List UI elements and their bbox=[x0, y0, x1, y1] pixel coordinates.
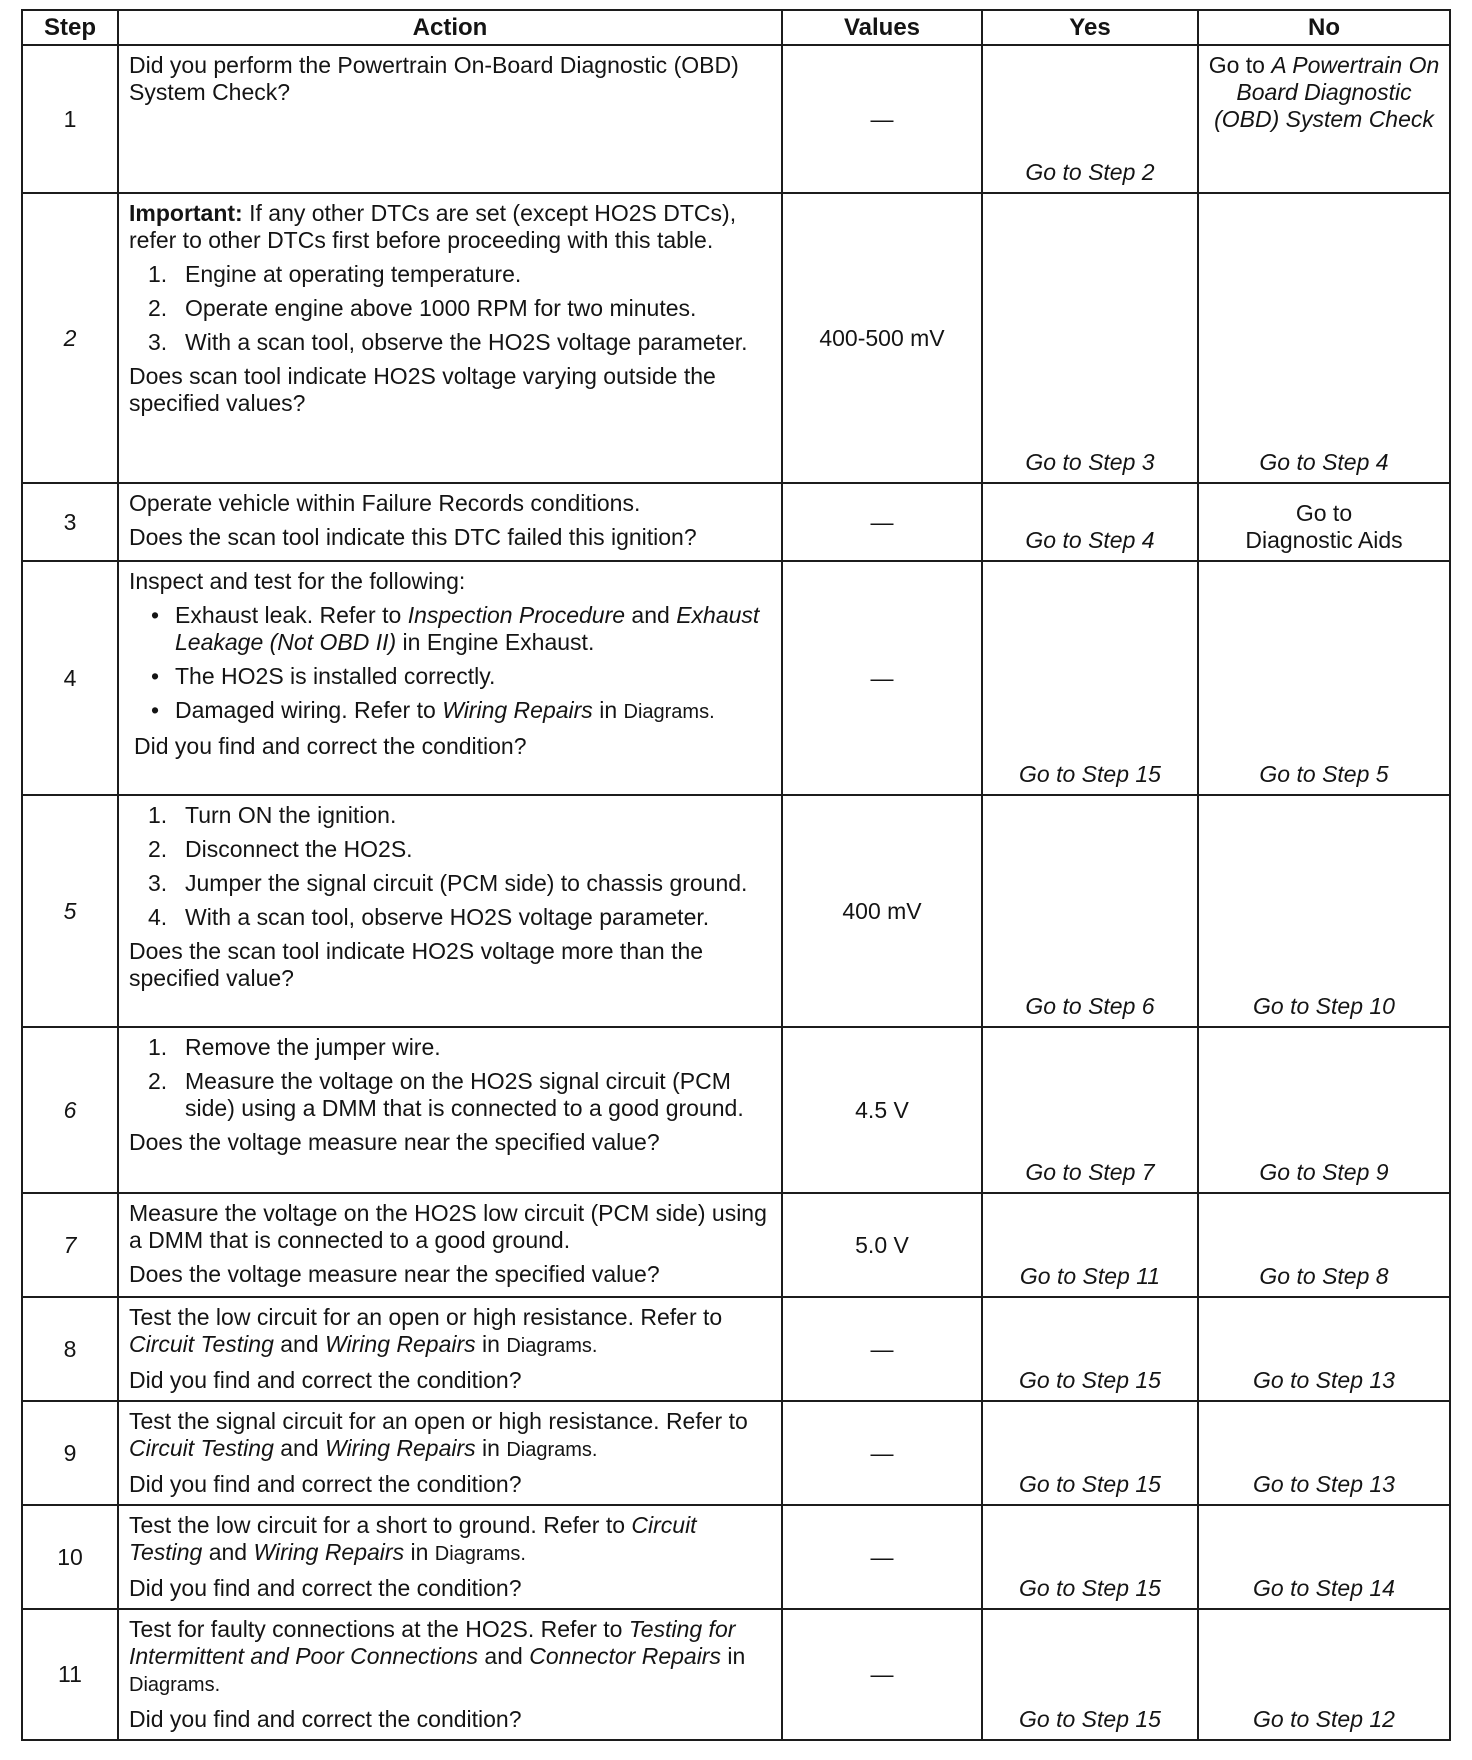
list-item bbox=[129, 870, 773, 897]
value-cell: — bbox=[782, 1505, 982, 1609]
yes-cell: Go to Step 4 bbox=[982, 483, 1198, 561]
action-text: Inspect and test for the following: bbox=[129, 568, 466, 594]
important-note bbox=[129, 200, 773, 254]
action-text-part: Test for faulty connections at the HO2S. Refer to bbox=[129, 1616, 629, 1642]
step-number: 11 bbox=[22, 1609, 118, 1740]
reference-wiring-repairs: Wiring Repairs bbox=[253, 1539, 405, 1565]
table-row bbox=[22, 1027, 1450, 1193]
list-item bbox=[129, 261, 773, 288]
no-cell bbox=[1198, 45, 1450, 193]
reference-intermittent-connections: Testing for Intermittent and Poor Connections bbox=[129, 1616, 736, 1669]
bullet-icon: • bbox=[151, 663, 160, 689]
item-text: Jumper the signal circuit (PCM side) to chassis ground. bbox=[185, 870, 748, 896]
diagnostic-table bbox=[21, 9, 1451, 1741]
yes-cell: Go to Step 15 bbox=[982, 1401, 1198, 1505]
action-text-part: in bbox=[475, 1331, 507, 1357]
step-number: 1 bbox=[22, 45, 118, 193]
question-text: Did you find and correct the condition? bbox=[129, 1575, 522, 1601]
reference-wiring-repairs: Wiring Repairs bbox=[442, 697, 593, 723]
reference-diagrams: Diagrams. bbox=[506, 1439, 598, 1461]
question-text: Does the voltage measure near the specified value? bbox=[129, 1129, 660, 1155]
reference-circuit-testing: Circuit Testing bbox=[129, 1331, 274, 1357]
item-text: With a scan tool, observe HO2S voltage parameter. bbox=[185, 904, 710, 930]
reference-inspection-procedure: Inspection Procedure bbox=[407, 602, 626, 628]
table-row bbox=[22, 1193, 1450, 1297]
action-text-part: in bbox=[475, 1435, 507, 1461]
action-text: Operate vehicle within Failure Records conditions. bbox=[129, 490, 641, 516]
value-cell: — bbox=[782, 1609, 982, 1740]
action-text-part: and bbox=[202, 1539, 254, 1565]
reference-diagrams: Diagrams. bbox=[434, 1543, 526, 1565]
yes-cell: Go to Step 3 bbox=[982, 193, 1198, 483]
item-number: 2. bbox=[148, 1068, 168, 1094]
action-cell bbox=[118, 193, 782, 483]
bullet-text: Exhaust leak. Refer to bbox=[175, 602, 408, 628]
action-cell bbox=[118, 1609, 782, 1740]
list-item bbox=[129, 836, 773, 863]
yes-cell: Go to Step 7 bbox=[982, 1027, 1198, 1193]
action-cell bbox=[118, 1193, 782, 1297]
list-item bbox=[129, 904, 773, 931]
step-number: 2 bbox=[22, 193, 118, 483]
reference-circuit-testing: Circuit Testing bbox=[129, 1512, 697, 1565]
step-number: 6 bbox=[22, 1027, 118, 1193]
reference-exhaust-leakage: Exhaust Leakage (Not OBD II) bbox=[175, 602, 760, 655]
no-cell: Go to Step 8 bbox=[1198, 1193, 1450, 1297]
action-text-part: in bbox=[720, 1643, 746, 1669]
no-cell: Go to Step 10 bbox=[1198, 795, 1450, 1027]
yes-cell: Go to Step 15 bbox=[982, 561, 1198, 795]
item-text: With a scan tool, observe the HO2S voltage parameter. bbox=[185, 329, 748, 355]
action-cell bbox=[118, 1297, 782, 1401]
diagnostic-page bbox=[21, 9, 1449, 1741]
action-cell bbox=[118, 45, 782, 193]
item-number: 3. bbox=[148, 870, 168, 896]
no-link-obd-check: A Powertrain On Board Diagnostic (OBD) System Check bbox=[1214, 52, 1440, 132]
value-cell: — bbox=[782, 45, 982, 193]
step-number: 3 bbox=[22, 483, 118, 561]
value-cell: — bbox=[782, 1401, 982, 1505]
question-text: Does scan tool indicate HO2S voltage varying outside the specified values? bbox=[129, 363, 716, 416]
important-text: If any other DTCs are set (except HO2S DTCs), refer to other DTCs first before proceeding with this table. bbox=[129, 200, 737, 253]
action-text: Measure the voltage on the HO2S low circuit (PCM side) using a DMM that is connected to a good ground. bbox=[129, 1200, 767, 1253]
yes-cell: Go to Step 2 bbox=[982, 45, 1198, 193]
no-cell: Go to Step 14 bbox=[1198, 1505, 1450, 1609]
bullet-text: and bbox=[625, 602, 677, 628]
header-row bbox=[22, 10, 1450, 45]
item-text: Remove the jumper wire. bbox=[185, 1034, 441, 1060]
reference-diagrams: Diagrams. bbox=[506, 1335, 598, 1357]
table-row bbox=[22, 483, 1450, 561]
table-row bbox=[22, 45, 1450, 193]
value-cell: 400 mV bbox=[782, 795, 982, 1027]
reference-diagrams: Diagrams. bbox=[129, 1674, 221, 1696]
value-cell: — bbox=[782, 1297, 982, 1401]
item-number: 1. bbox=[148, 802, 168, 828]
no-cell: Go to Step 9 bbox=[1198, 1027, 1450, 1193]
yes-cell: Go to Step 15 bbox=[982, 1609, 1198, 1740]
action-text bbox=[129, 1616, 773, 1699]
table-row bbox=[22, 795, 1450, 1027]
yes-cell: Go to Step 11 bbox=[982, 1193, 1198, 1297]
list-item bbox=[129, 295, 773, 322]
step-number: 10 bbox=[22, 1505, 118, 1609]
no-cell: Go to Step 5 bbox=[1198, 561, 1450, 795]
header-action: Action bbox=[118, 10, 782, 45]
item-number: 2. bbox=[148, 295, 168, 321]
action-text-part: and bbox=[273, 1331, 326, 1357]
no-cell bbox=[1198, 483, 1450, 561]
no-line: Go to bbox=[1295, 500, 1353, 526]
bullet-item bbox=[129, 663, 773, 690]
action-cell bbox=[118, 483, 782, 561]
bullet-icon: • bbox=[151, 697, 160, 723]
bullet-icon: • bbox=[151, 602, 160, 628]
header-step: Step bbox=[22, 10, 118, 45]
action-text-part: and bbox=[273, 1435, 326, 1461]
action-cell bbox=[118, 561, 782, 795]
item-text: Operate engine above 1000 RPM for two minutes. bbox=[185, 295, 697, 321]
action-text-part: Test the low circuit for a short to ground. Refer to bbox=[129, 1512, 632, 1538]
item-text: Measure the voltage on the HO2S signal circuit (PCM side) using a DMM that is connected to a good ground. bbox=[185, 1068, 744, 1121]
question-text: Did you find and correct the condition? bbox=[129, 1471, 522, 1497]
action-cell bbox=[118, 1505, 782, 1609]
question-text: Does the scan tool indicate this DTC failed this ignition? bbox=[129, 524, 697, 550]
question-text: Did you find and correct the condition? bbox=[134, 733, 527, 759]
bullet-text: in Engine Exhaust. bbox=[396, 629, 595, 655]
reference-wiring-repairs: Wiring Repairs bbox=[325, 1331, 476, 1357]
step-number: 8 bbox=[22, 1297, 118, 1401]
action-text-part: Test the signal circuit for an open or high resistance. Refer to bbox=[129, 1408, 748, 1434]
table-row bbox=[22, 1505, 1450, 1609]
value-cell: 4.5 V bbox=[782, 1027, 982, 1193]
action-text-part: and bbox=[478, 1643, 530, 1669]
value-cell: — bbox=[782, 561, 982, 795]
yes-cell: Go to Step 6 bbox=[982, 795, 1198, 1027]
action-text-part: Test the low circuit for an open or high resistance. Refer to bbox=[129, 1304, 723, 1330]
value-cell: 5.0 V bbox=[782, 1193, 982, 1297]
reference-circuit-testing: Circuit Testing bbox=[129, 1435, 274, 1461]
header-no: No bbox=[1198, 10, 1450, 45]
item-text: Engine at operating temperature. bbox=[185, 261, 522, 287]
item-number: 2. bbox=[148, 836, 168, 862]
bullet-text: The HO2S is installed correctly. bbox=[175, 663, 496, 689]
step-number: 4 bbox=[22, 561, 118, 795]
bullet-text: Damaged wiring. Refer to bbox=[175, 697, 443, 723]
action-cell bbox=[118, 1027, 782, 1193]
step-number: 5 bbox=[22, 795, 118, 1027]
step-number: 7 bbox=[22, 1193, 118, 1297]
no-cell: Go to Step 12 bbox=[1198, 1609, 1450, 1740]
item-text: Turn ON the ignition. bbox=[185, 802, 397, 828]
action-cell bbox=[118, 1401, 782, 1505]
action-text-part: in bbox=[404, 1539, 435, 1565]
table-row bbox=[22, 1609, 1450, 1740]
value-cell: — bbox=[782, 483, 982, 561]
action-text bbox=[129, 1512, 773, 1568]
question-text: Does the scan tool indicate HO2S voltage more than the specified value? bbox=[129, 938, 704, 991]
yes-cell: Go to Step 15 bbox=[982, 1505, 1198, 1609]
action-text bbox=[129, 1408, 773, 1464]
table-row bbox=[22, 1401, 1450, 1505]
list-item bbox=[129, 1034, 773, 1061]
no-link-diagnostic-aids: Diagnostic Aids bbox=[1245, 527, 1403, 553]
item-number: 3. bbox=[148, 329, 168, 355]
header-yes: Yes bbox=[982, 10, 1198, 45]
item-number: 1. bbox=[148, 1034, 168, 1060]
no-cell: Go to Step 13 bbox=[1198, 1297, 1450, 1401]
table-row bbox=[22, 193, 1450, 483]
list-item bbox=[129, 329, 773, 356]
question-text: Does the voltage measure near the specified value? bbox=[129, 1261, 660, 1287]
important-label: Important: bbox=[129, 200, 243, 226]
reference-connector-repairs: Connector Repairs bbox=[529, 1643, 721, 1669]
question-text: Did you find and correct the condition? bbox=[129, 1706, 522, 1732]
action-cell bbox=[118, 795, 782, 1027]
no-cell: Go to Step 4 bbox=[1198, 193, 1450, 483]
action-text bbox=[129, 1304, 773, 1360]
list-item bbox=[129, 802, 773, 829]
list-item bbox=[129, 1068, 773, 1122]
yes-cell: Go to Step 15 bbox=[982, 1297, 1198, 1401]
item-number: 4. bbox=[148, 904, 168, 930]
bullet-item bbox=[129, 602, 773, 656]
no-lead: Go to bbox=[1208, 52, 1272, 78]
action-text: Did you perform the Powertrain On-Board Diagnostic (OBD) System Check? bbox=[129, 52, 739, 105]
reference-wiring-repairs: Wiring Repairs bbox=[325, 1435, 476, 1461]
value-cell: 400-500 mV bbox=[782, 193, 982, 483]
question-text: Did you find and correct the condition? bbox=[129, 1367, 522, 1393]
item-text: Disconnect the HO2S. bbox=[185, 836, 413, 862]
no-cell: Go to Step 13 bbox=[1198, 1401, 1450, 1505]
table-row bbox=[22, 561, 1450, 795]
header-values: Values bbox=[782, 10, 982, 45]
bullet-text: in bbox=[592, 697, 624, 723]
table-row bbox=[22, 1297, 1450, 1401]
bullet-item bbox=[129, 697, 773, 726]
step-number: 9 bbox=[22, 1401, 118, 1505]
item-number: 1. bbox=[148, 261, 168, 287]
reference-diagrams: Diagrams. bbox=[623, 701, 715, 723]
